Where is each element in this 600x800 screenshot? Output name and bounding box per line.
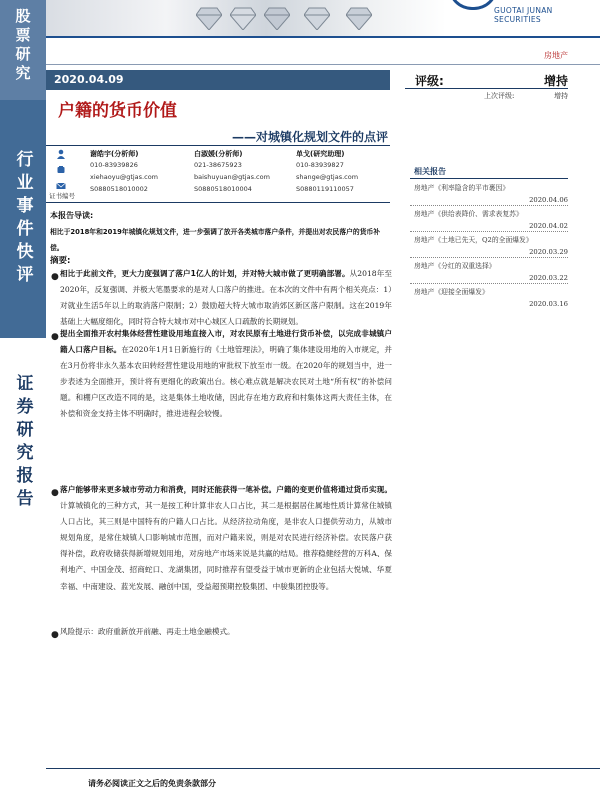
- guide-text: 相比于2018年和2019年城镇化规划文件，进一步强调了放开各类城市落户条件，并提出对农民落户的货币补偿。: [50, 228, 381, 252]
- related-report-title[interactable]: 房地产《迎接全面爆发》: [414, 288, 489, 296]
- point-lead: 提出全面推开农村集体经营性建设用地直接入市，对农民原有土地进行货币补偿，以完成非城镇户籍人口落户目标。: [60, 329, 392, 355]
- rating-value: 增持: [543, 74, 568, 88]
- related-report-item[interactable]: [414, 208, 568, 230]
- person-icon: [56, 149, 66, 159]
- company-logo: [448, 0, 498, 10]
- related-report-title[interactable]: 房地产《利率隐含的平市裹因》: [414, 184, 510, 192]
- bullet-icon: ●: [51, 272, 59, 282]
- related-report-item[interactable]: [414, 260, 568, 282]
- related-report-item[interactable]: [414, 286, 568, 308]
- author-email[interactable]: xiehaoyu@gtjas.com: [90, 173, 158, 181]
- risk-warning: 风险提示：政府重新放开前融、再走土地金融模式。: [60, 627, 235, 636]
- email-icon: [56, 181, 66, 191]
- divider: [46, 145, 390, 146]
- header-rule: [46, 36, 600, 38]
- author-cert: S0880518010002: [90, 185, 148, 193]
- previous-rating-value: 增持: [554, 92, 568, 100]
- divider: [46, 64, 600, 65]
- brand-name: GUOTAI JUNAN SECURITIES: [494, 6, 553, 24]
- author-name: 白淑媛(分析师): [194, 150, 243, 158]
- diamond-icon: [346, 6, 372, 30]
- related-report-date: 2020.03.22: [529, 274, 568, 282]
- sidebar-report-category: 证券研究报告: [12, 374, 33, 512]
- diamond-icon: [264, 6, 290, 30]
- sidebar-top-label: 股票研究: [13, 8, 32, 84]
- related-report-title[interactable]: 房地产《供给表降价、需求表复苏》: [414, 210, 523, 218]
- rating-label: 评级:: [415, 74, 444, 88]
- author-phone: 010-83939827: [296, 161, 344, 169]
- report-date: 2020.04.09: [54, 73, 124, 86]
- bullet-icon: ●: [51, 488, 59, 498]
- related-reports-heading: 相关报告: [414, 167, 446, 176]
- related-report-title[interactable]: 房地产《土地已先天，Q2的全面爆发》: [414, 236, 533, 244]
- footer-rule: [46, 768, 600, 769]
- author-card: [296, 149, 408, 197]
- sidebar-report-type: 行业事件快评: [12, 150, 33, 288]
- bullet-icon: ●: [51, 332, 59, 342]
- author-cert: S0880518010004: [194, 185, 252, 193]
- divider: [410, 178, 568, 179]
- phone-icon: [56, 165, 66, 175]
- related-report-item[interactable]: [414, 182, 568, 204]
- diamond-icon: [196, 6, 222, 30]
- report-title: 户籍的货币价值: [58, 101, 177, 121]
- point-body: 在2020年1月1日新施行的《土地管理法》，明确了集体建设用地的入市规定，并在3月份将非永久基本农田转经营性建设用地的审批权下放至市一级。在2020年的规划当中，进一步表述为全面推开，预计将有更细化的政策出台。核心难点就是解决农民对土地“所有权”的补偿问题。和棚户区改造不同的是，这是集体土地收储，因此存在地方政府和村集体这两大责任主体，在补偿和资金支持主体不明确时，推进进程会较慢。: [60, 345, 393, 419]
- guide-heading: 本报告导读:: [50, 211, 94, 220]
- summary-point: [51, 266, 392, 330]
- author-phone: 021-38675923: [194, 161, 242, 169]
- sector-label: 房地产: [544, 51, 568, 60]
- divider: [410, 257, 568, 258]
- contact-icons: [56, 149, 70, 197]
- author-email[interactable]: baishuyuan@gtjas.com: [194, 173, 270, 181]
- author-card: [194, 149, 306, 197]
- summary-heading: 摘要:: [50, 256, 71, 266]
- related-report-item[interactable]: [414, 234, 568, 256]
- author-email[interactable]: shange@gtjas.com: [296, 173, 359, 181]
- related-report-date: 2020.03.29: [529, 248, 568, 256]
- related-report-date: 2020.04.02: [529, 222, 568, 230]
- summary-point: [51, 326, 393, 423]
- diamond-icon: [304, 6, 330, 30]
- author-phone: 010-83939826: [90, 161, 138, 169]
- point-lead: 落户能够带来更多城市劳动力和消费，同时还能获得一笔补偿。户籍的变更价值将通过货币实现。: [60, 485, 392, 494]
- sidebar-bottom-block: [0, 338, 46, 548]
- summary-point: [51, 482, 393, 595]
- author-cert: S0880119110057: [296, 185, 354, 193]
- cert-number-label: 证书编号: [49, 192, 75, 200]
- divider: [410, 231, 568, 232]
- header-banner: [46, 0, 600, 38]
- related-report-date: 2020.03.16: [529, 300, 568, 308]
- report-subtitle: ——对城镇化规划文件的点评: [231, 130, 388, 144]
- left-sidebar: [0, 0, 46, 800]
- author-card: [90, 149, 202, 197]
- diamond-icon: [230, 6, 256, 30]
- point-body: 计算城镇化的三种方式，其一是按工种计算非农人口占比，其二是根据居住属地性质计算常住城镇人口占比，其三则是中国特有的户籍人口占比。从经济拉动角度，是非农人口提供劳动力，从城市规划角度，是常住城镇人口影响城市范围，而对户籍来说，则是对农民进行经济补偿。农民落户获得补偿，政府收储获得新增规划用地，对房地产市场来说是共赢的结局。推荐稳健经营的万科A、保利地产、中国金茂、招商蛇口、龙湖集团，同时推荐有望受益于城市更新的企业包括大悦城、华夏幸福、中南建设、蓝光发展、融创中国，受益超预期控股集团、中骏集团控股等。: [60, 501, 393, 591]
- related-report-date: 2020.04.06: [529, 196, 568, 204]
- divider: [410, 283, 568, 284]
- sidebar-top-block: [0, 0, 46, 100]
- related-report-title[interactable]: 房地产《分红的双重选择》: [414, 262, 496, 270]
- divider: [410, 205, 568, 206]
- point-body: 从2018年至2020年，反复强调、并极大笔墨要求的是对人口落户的推进。在本次的文件中有两个相关亮点：1）对就业生活5年以上的取消落户限制；2）鼓励超大特大城市取消郊区新区落户限制。这在2019年基础上大幅度细化，同时符合特大城市对中心城区人口疏散的长期规划。: [60, 269, 392, 327]
- author-name: 单戈(研究助理): [296, 150, 345, 158]
- summary-point: [51, 624, 392, 640]
- previous-rating-label: 上次评级:: [484, 92, 515, 100]
- sidebar-mid-block: [0, 100, 46, 338]
- divider: [46, 202, 390, 203]
- author-name: 谢皓宇(分析师): [90, 150, 139, 158]
- bullet-icon: ●: [51, 630, 59, 640]
- report-date-bar: [46, 70, 390, 90]
- point-lead: 相比于此前文件，更大力度强调了落户1亿人的计划，并对特大城市做了更明确部署。: [60, 269, 350, 278]
- disclaimer-note: 请务必阅读正文之后的免责条款部分: [88, 779, 216, 788]
- divider: [405, 88, 568, 89]
